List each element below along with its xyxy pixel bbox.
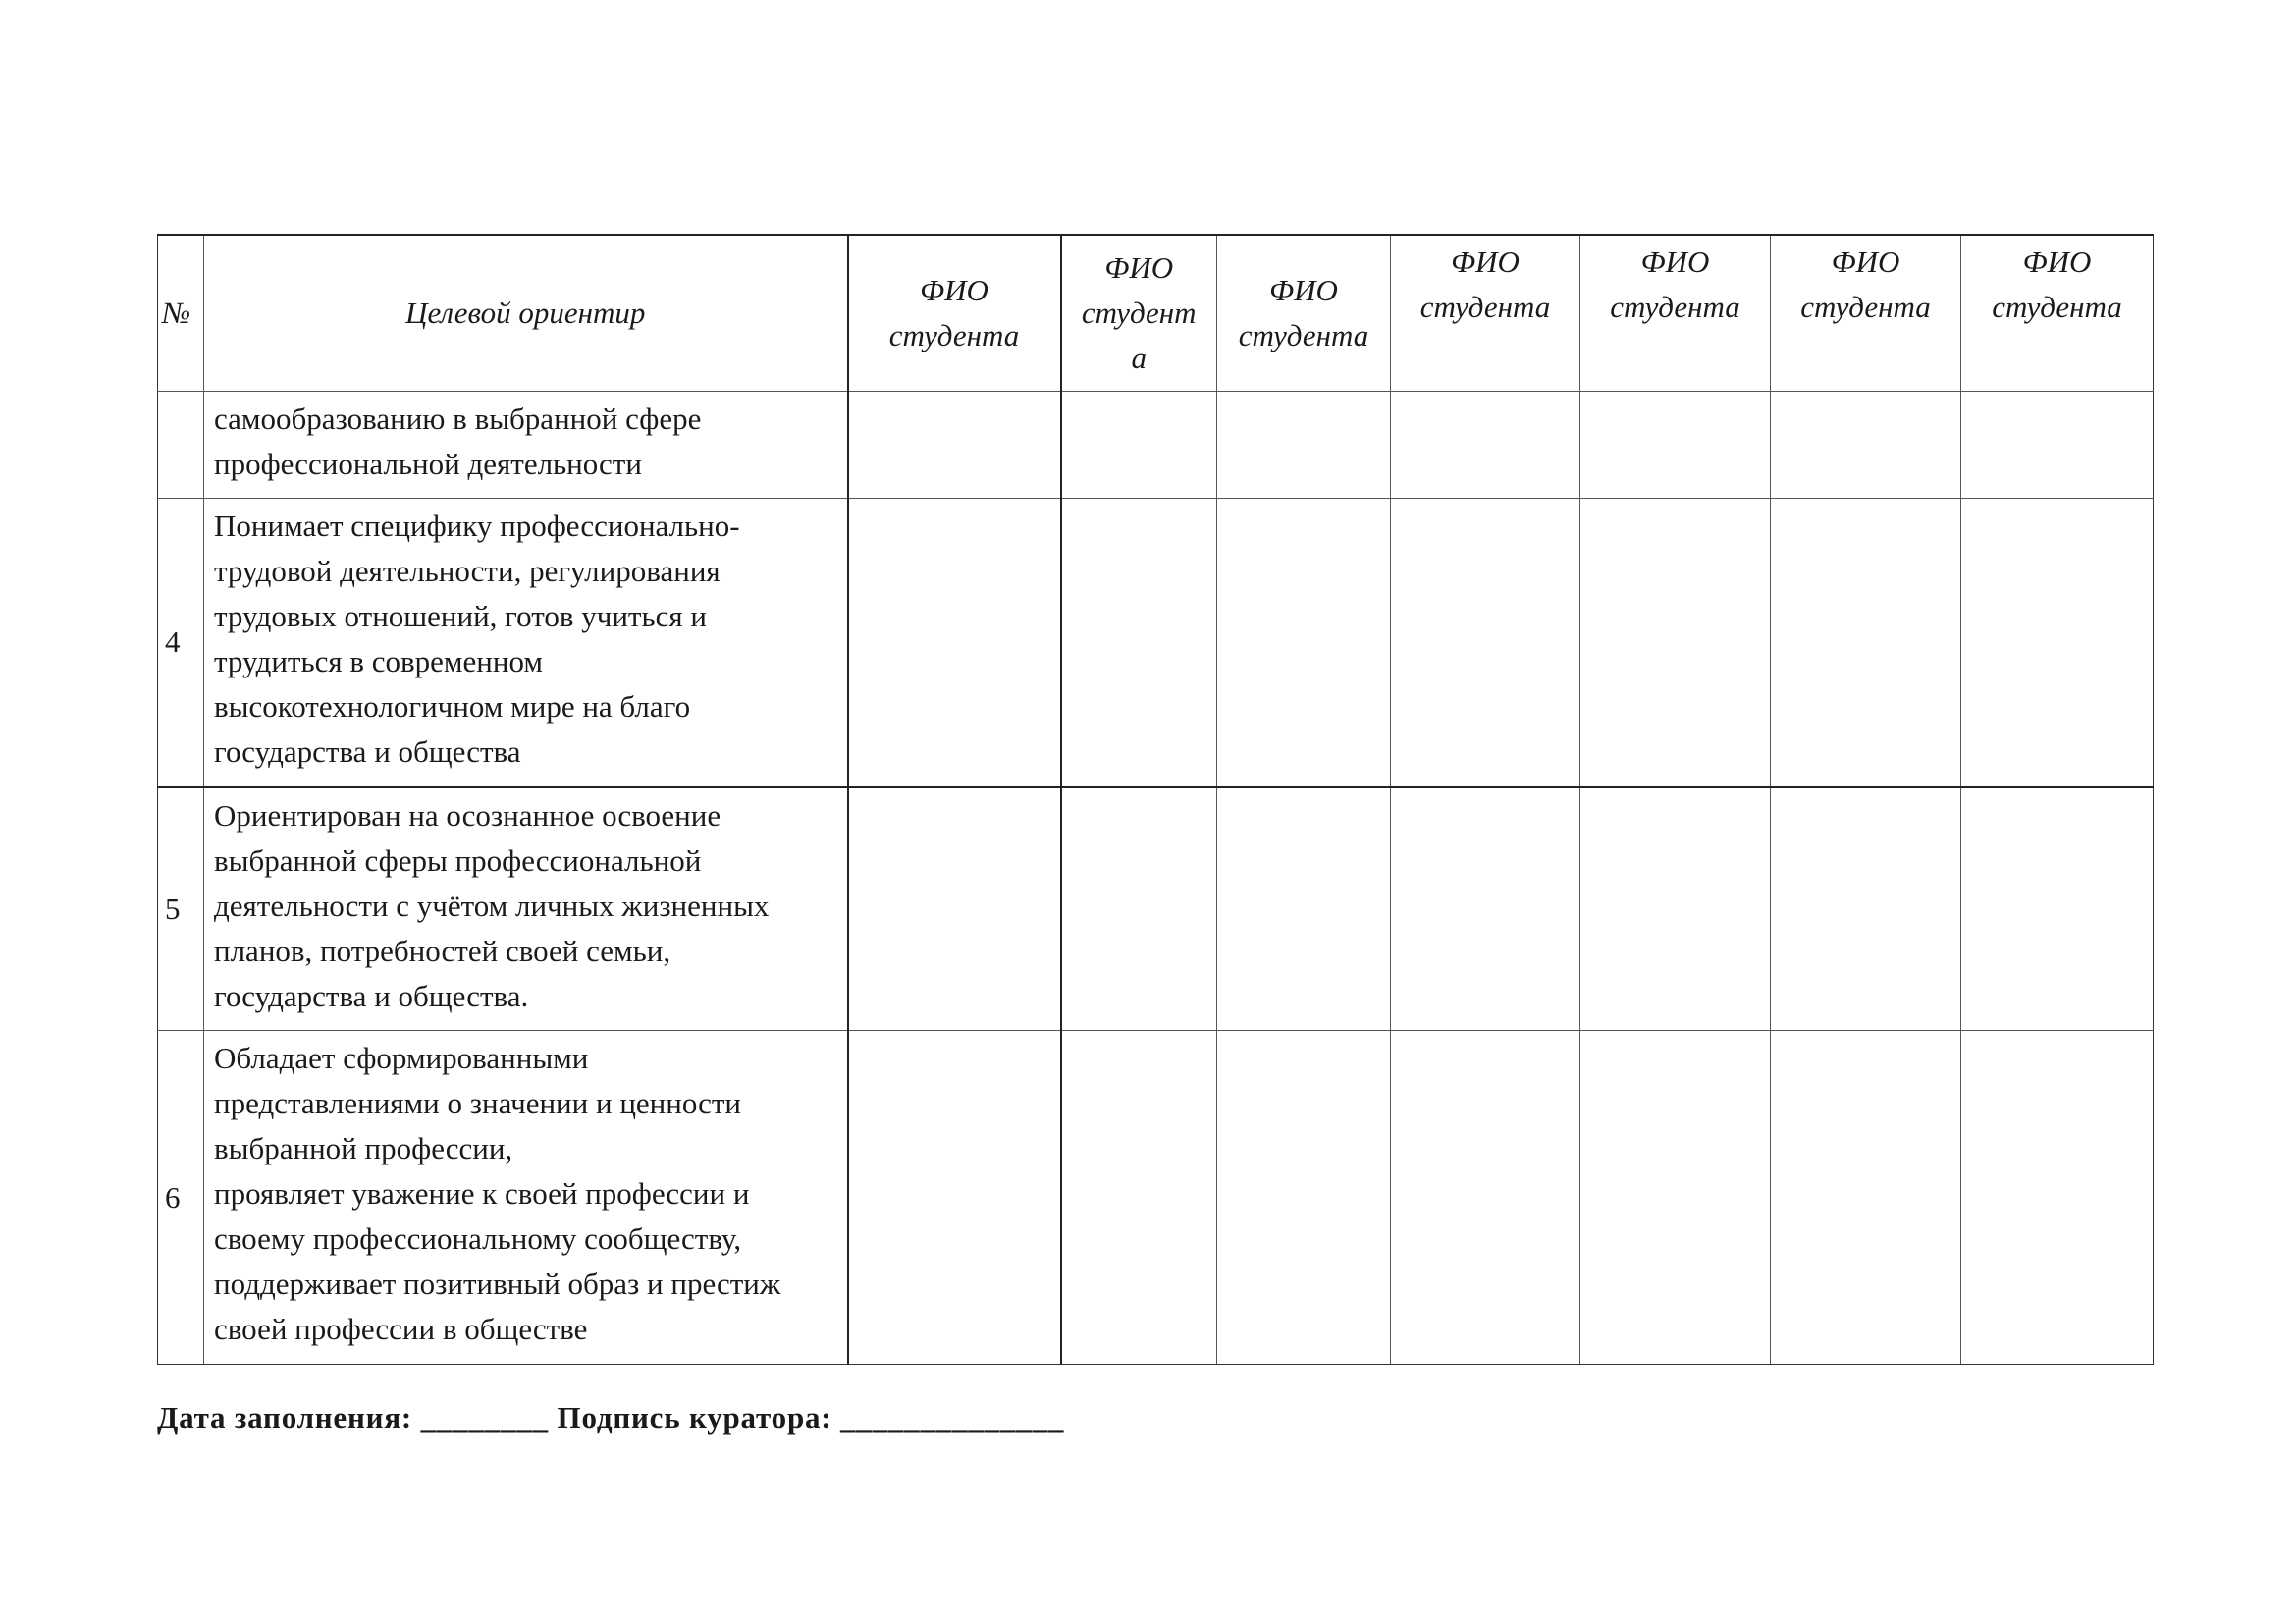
student-cell[interactable] [1771, 787, 1961, 1031]
student-cell[interactable] [1061, 499, 1217, 787]
student-header-line: студента [1992, 290, 2122, 324]
target-text-line: Понимает специфику профессионально- [214, 509, 740, 543]
target-text-line: своему профессиональному сообществу, [214, 1221, 742, 1256]
student-header-line: студента [1419, 290, 1551, 324]
student-header-line: студент [1081, 296, 1197, 330]
student-cell[interactable] [1580, 787, 1771, 1031]
target-text-line: высокотехнологичном мире на благо [214, 689, 691, 724]
table-row [158, 787, 2154, 1031]
student-cell[interactable] [1061, 787, 1217, 1031]
table-row [158, 392, 2154, 499]
target-text-line: профессиональной деятельности [214, 447, 642, 481]
student-cell[interactable] [848, 392, 1061, 499]
student-column-header-3 [1217, 235, 1391, 392]
target-text-line: деятельности с учётом личных жизненных [214, 888, 770, 923]
target-text-line: планов, потребностей своей семьи, [214, 933, 671, 968]
student-cell[interactable] [1771, 1031, 1961, 1365]
target-text-line: самообразованию в выбранной сфере [214, 402, 702, 436]
target-column-header: Целевой ориентир [204, 235, 848, 392]
target-cell [204, 499, 848, 787]
target-cell [204, 787, 848, 1031]
row-number: 5 [158, 787, 204, 1031]
student-cell[interactable] [1580, 499, 1771, 787]
student-cell[interactable] [848, 787, 1061, 1031]
student-header-line: а [1131, 341, 1147, 375]
date-label: Дата заполнения: [157, 1400, 413, 1435]
student-header-line: ФИО [1640, 244, 1710, 279]
student-cell[interactable] [1391, 787, 1580, 1031]
student-header-line: студента [1800, 290, 1931, 324]
student-cell[interactable] [1391, 1031, 1580, 1365]
row-number: 4 [158, 499, 204, 787]
student-column-header-7 [1961, 235, 2154, 392]
student-cell[interactable] [1580, 392, 1771, 499]
student-header-line: ФИО [1451, 244, 1520, 279]
student-cell[interactable] [1771, 392, 1961, 499]
signature-blank[interactable]: ______________ [839, 1400, 1065, 1435]
student-cell[interactable] [1217, 392, 1391, 499]
target-text-line: трудиться в современном [214, 644, 544, 678]
student-cell[interactable] [1061, 392, 1217, 499]
target-text-line: государства и общества [214, 734, 521, 769]
student-cell[interactable] [1217, 499, 1391, 787]
target-text-line: Обладает сформированными [214, 1041, 589, 1075]
target-text-line: государства и общества. [214, 978, 529, 1013]
student-header-line: ФИО [920, 273, 988, 307]
row-number [158, 392, 204, 499]
target-text-line: представлениями о значении и ценности [214, 1086, 742, 1120]
student-header-line: ФИО [2022, 244, 2092, 279]
student-cell[interactable] [1961, 392, 2154, 499]
student-header-line: студента [888, 318, 1020, 352]
table-row [158, 1031, 2154, 1365]
student-cell[interactable] [1061, 1031, 1217, 1365]
date-blank[interactable]: ________ [420, 1400, 549, 1435]
student-column-header-2 [1061, 235, 1217, 392]
target-cell [204, 392, 848, 499]
student-column-header-5 [1580, 235, 1771, 392]
student-cell[interactable] [1217, 787, 1391, 1031]
student-column-header-6 [1771, 235, 1961, 392]
target-text-line: трудовой деятельности, регулирования [214, 554, 721, 588]
student-header-line: ФИО [1269, 273, 1338, 307]
target-text-line: своей профессии в обществе [214, 1312, 588, 1346]
criteria-table [157, 234, 2154, 1365]
student-cell[interactable] [1391, 392, 1580, 499]
document-sheet [157, 234, 2153, 1365]
student-cell[interactable] [1961, 787, 2154, 1031]
target-text-line: Ориентирован на осознанное освоение [214, 797, 721, 833]
table-row [158, 499, 2154, 787]
student-cell[interactable] [848, 499, 1061, 787]
student-cell[interactable] [1580, 1031, 1771, 1365]
student-header-line: студента [1238, 318, 1369, 352]
target-text-line: проявляет уважение к своей профессии и [214, 1176, 750, 1211]
student-cell[interactable] [1961, 1031, 2154, 1365]
student-column-header-1 [848, 235, 1061, 392]
number-column-header: № [158, 235, 204, 392]
student-cell[interactable] [1771, 499, 1961, 787]
table-header-row [158, 235, 2154, 392]
student-cell[interactable] [1391, 499, 1580, 787]
target-text-line: поддерживает позитивный образ и престиж [214, 1267, 781, 1301]
student-column-header-4 [1391, 235, 1580, 392]
student-header-line: ФИО [1104, 250, 1174, 285]
student-cell[interactable] [1217, 1031, 1391, 1365]
student-cell[interactable] [1961, 499, 2154, 787]
signature-footer [157, 1400, 1064, 1435]
target-text-line: трудовых отношений, готов учиться и [214, 599, 707, 633]
student-header-line: студента [1610, 290, 1740, 324]
row-number: 6 [158, 1031, 204, 1365]
target-text-line: выбранной сферы профессиональной [214, 842, 702, 878]
student-header-line: ФИО [1831, 244, 1900, 279]
target-text-line: выбранной профессии, [214, 1131, 513, 1165]
target-cell [204, 1031, 848, 1365]
student-cell[interactable] [848, 1031, 1061, 1365]
signature-label: Подпись куратора: [557, 1400, 832, 1435]
